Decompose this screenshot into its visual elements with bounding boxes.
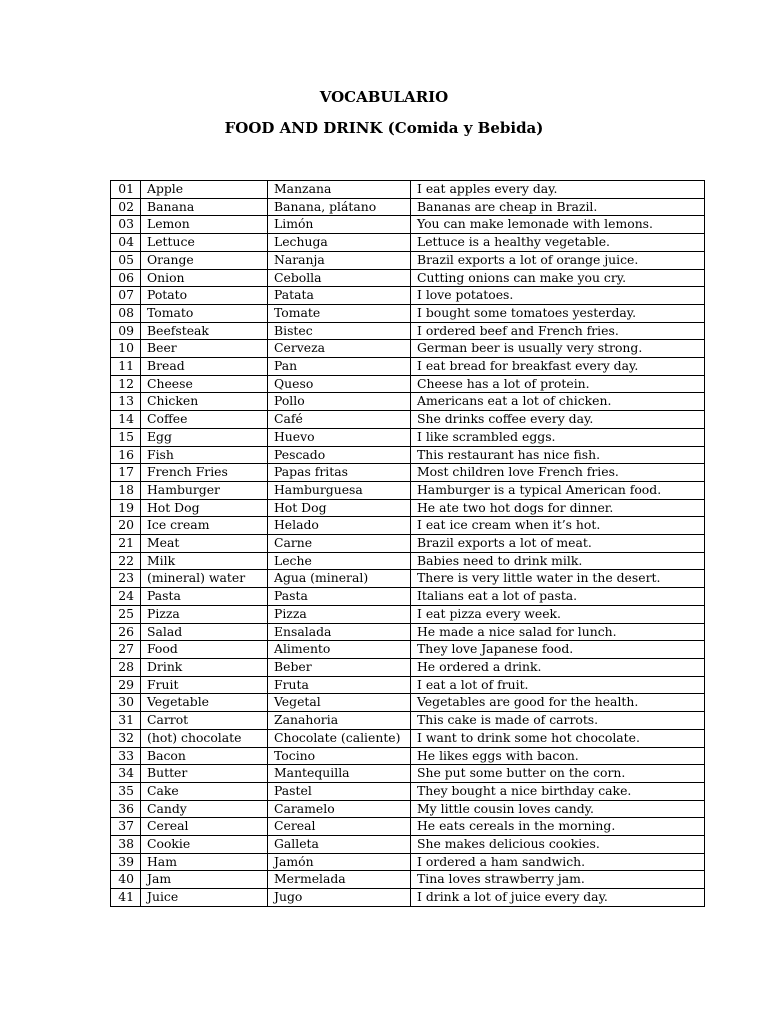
spanish-word: Cerveza — [268, 340, 411, 358]
english-word: Banana — [141, 198, 268, 216]
vocabulary-table-body — [111, 181, 705, 907]
table-row — [111, 712, 705, 730]
table-row — [111, 234, 705, 252]
spanish-word: Carne — [268, 535, 411, 553]
table-row — [111, 393, 705, 411]
spanish-word: Hot Dog — [268, 499, 411, 517]
table-row — [111, 481, 705, 499]
table-row — [111, 304, 705, 322]
example-sentence: I like scrambled eggs. — [411, 428, 705, 446]
row-number: 40 — [111, 871, 141, 889]
row-number: 06 — [111, 269, 141, 287]
example-sentence: I ordered a ham sandwich. — [411, 853, 705, 871]
english-word: Cake — [141, 782, 268, 800]
spanish-word: Huevo — [268, 428, 411, 446]
table-row — [111, 800, 705, 818]
spanish-word: Lechuga — [268, 234, 411, 252]
example-sentence: I ordered beef and French fries. — [411, 322, 705, 340]
row-number: 14 — [111, 411, 141, 429]
example-sentence: She drinks coffee every day. — [411, 411, 705, 429]
english-word: Potato — [141, 287, 268, 305]
row-number: 38 — [111, 836, 141, 854]
row-number: 04 — [111, 234, 141, 252]
row-number: 31 — [111, 712, 141, 730]
example-sentence: This restaurant has nice fish. — [411, 446, 705, 464]
english-word: Pasta — [141, 588, 268, 606]
row-number: 21 — [111, 535, 141, 553]
spanish-word: Mermelada — [268, 871, 411, 889]
row-number: 09 — [111, 322, 141, 340]
row-number: 34 — [111, 765, 141, 783]
english-word: Juice — [141, 889, 268, 907]
table-row — [111, 269, 705, 287]
table-row — [111, 694, 705, 712]
example-sentence: There is very little water in the desert. — [411, 570, 705, 588]
table-row — [111, 889, 705, 907]
table-row — [111, 588, 705, 606]
row-number: 30 — [111, 694, 141, 712]
spanish-word: Vegetal — [268, 694, 411, 712]
row-number: 41 — [111, 889, 141, 907]
row-number: 11 — [111, 358, 141, 376]
example-sentence: Babies need to drink milk. — [411, 552, 705, 570]
spanish-word: Cebolla — [268, 269, 411, 287]
english-word: Hamburger — [141, 481, 268, 499]
example-sentence: I bought some tomatoes yesterday. — [411, 304, 705, 322]
example-sentence: I eat bread for breakfast every day. — [411, 358, 705, 376]
example-sentence: He likes eggs with bacon. — [411, 747, 705, 765]
example-sentence: Hamburger is a typical American food. — [411, 481, 705, 499]
example-sentence: Brazil exports a lot of meat. — [411, 535, 705, 553]
english-word: Carrot — [141, 712, 268, 730]
example-sentence: He made a nice salad for lunch. — [411, 623, 705, 641]
row-number: 08 — [111, 304, 141, 322]
spanish-word: Banana, plátano — [268, 198, 411, 216]
spanish-word: Tocino — [268, 747, 411, 765]
example-sentence: German beer is usually very strong. — [411, 340, 705, 358]
row-number: 24 — [111, 588, 141, 606]
spanish-word: Pastel — [268, 782, 411, 800]
row-number: 07 — [111, 287, 141, 305]
vocabulary-table — [110, 180, 705, 907]
example-sentence: They love Japanese food. — [411, 641, 705, 659]
row-number: 28 — [111, 658, 141, 676]
document-title: VOCABULARIO — [319, 88, 449, 106]
spanish-word: Beber — [268, 658, 411, 676]
row-number: 16 — [111, 446, 141, 464]
row-number: 17 — [111, 464, 141, 482]
example-sentence: He ate two hot dogs for dinner. — [411, 499, 705, 517]
row-number: 32 — [111, 729, 141, 747]
row-number: 23 — [111, 570, 141, 588]
row-number: 05 — [111, 251, 141, 269]
row-number: 39 — [111, 853, 141, 871]
example-sentence: Americans eat a lot of chicken. — [411, 393, 705, 411]
spanish-word: Hamburguesa — [268, 481, 411, 499]
example-sentence: I eat pizza every week. — [411, 605, 705, 623]
row-number: 03 — [111, 216, 141, 234]
example-sentence: Most children love French fries. — [411, 464, 705, 482]
spanish-word: Queso — [268, 375, 411, 393]
row-number: 01 — [111, 181, 141, 199]
table-row — [111, 676, 705, 694]
table-row — [111, 658, 705, 676]
spanish-word: Limón — [268, 216, 411, 234]
row-number: 15 — [111, 428, 141, 446]
table-row — [111, 181, 705, 199]
table-row — [111, 375, 705, 393]
row-number: 02 — [111, 198, 141, 216]
spanish-word: Papas fritas — [268, 464, 411, 482]
example-sentence: Bananas are cheap in Brazil. — [411, 198, 705, 216]
english-word: Food — [141, 641, 268, 659]
row-number: 13 — [111, 393, 141, 411]
english-word: Hot Dog — [141, 499, 268, 517]
table-row — [111, 499, 705, 517]
spanish-word: Naranja — [268, 251, 411, 269]
english-word: Candy — [141, 800, 268, 818]
english-word: (hot) chocolate — [141, 729, 268, 747]
table-row — [111, 765, 705, 783]
example-sentence: They bought a nice birthday cake. — [411, 782, 705, 800]
english-word: Lettuce — [141, 234, 268, 252]
table-row — [111, 853, 705, 871]
row-number: 27 — [111, 641, 141, 659]
row-number: 10 — [111, 340, 141, 358]
spanish-word: Galleta — [268, 836, 411, 854]
table-row — [111, 782, 705, 800]
english-word: Meat — [141, 535, 268, 553]
example-sentence: Tina loves strawberry jam. — [411, 871, 705, 889]
row-number: 19 — [111, 499, 141, 517]
spanish-word: Fruta — [268, 676, 411, 694]
table-row — [111, 411, 705, 429]
example-sentence: I want to drink some hot chocolate. — [411, 729, 705, 747]
example-sentence: I eat ice cream when it’s hot. — [411, 517, 705, 535]
spanish-word: Pollo — [268, 393, 411, 411]
table-row — [111, 287, 705, 305]
english-word: Ice cream — [141, 517, 268, 535]
english-word: Egg — [141, 428, 268, 446]
row-number: 37 — [111, 818, 141, 836]
spanish-word: Bistec — [268, 322, 411, 340]
spanish-word: Zanahoria — [268, 712, 411, 730]
row-number: 25 — [111, 605, 141, 623]
english-word: Cheese — [141, 375, 268, 393]
example-sentence: Cutting onions can make you cry. — [411, 269, 705, 287]
document-subtitle: FOOD AND DRINK (Comida y Bebida) — [224, 119, 544, 137]
table-row — [111, 428, 705, 446]
table-row — [111, 729, 705, 747]
table-row — [111, 570, 705, 588]
table-row — [111, 605, 705, 623]
example-sentence: I eat a lot of fruit. — [411, 676, 705, 694]
english-word: Fruit — [141, 676, 268, 694]
english-word: Jam — [141, 871, 268, 889]
row-number: 26 — [111, 623, 141, 641]
english-word: Apple — [141, 181, 268, 199]
table-row — [111, 340, 705, 358]
table-row — [111, 552, 705, 570]
example-sentence: My little cousin loves candy. — [411, 800, 705, 818]
english-word: Cookie — [141, 836, 268, 854]
row-number: 35 — [111, 782, 141, 800]
table-row — [111, 517, 705, 535]
example-sentence: This cake is made of carrots. — [411, 712, 705, 730]
example-sentence: He eats cereals in the morning. — [411, 818, 705, 836]
english-word: Vegetable — [141, 694, 268, 712]
table-row — [111, 623, 705, 641]
english-word: Lemon — [141, 216, 268, 234]
spanish-word: Manzana — [268, 181, 411, 199]
row-number: 18 — [111, 481, 141, 499]
table-row — [111, 641, 705, 659]
english-word: Bacon — [141, 747, 268, 765]
row-number: 20 — [111, 517, 141, 535]
table-row — [111, 464, 705, 482]
example-sentence: You can make lemonade with lemons. — [411, 216, 705, 234]
english-word: Onion — [141, 269, 268, 287]
spanish-word: Jugo — [268, 889, 411, 907]
row-number: 36 — [111, 800, 141, 818]
example-sentence: I eat apples every day. — [411, 181, 705, 199]
table-row — [111, 322, 705, 340]
english-word: Ham — [141, 853, 268, 871]
table-row — [111, 818, 705, 836]
table-row — [111, 535, 705, 553]
english-word: (mineral) water — [141, 570, 268, 588]
row-number: 29 — [111, 676, 141, 694]
row-number: 22 — [111, 552, 141, 570]
spanish-word: Pizza — [268, 605, 411, 623]
example-sentence: Brazil exports a lot of orange juice. — [411, 251, 705, 269]
example-sentence: Cheese has a lot of protein. — [411, 375, 705, 393]
spanish-word: Pan — [268, 358, 411, 376]
spanish-word: Chocolate (caliente) — [268, 729, 411, 747]
english-word: Butter — [141, 765, 268, 783]
example-sentence: Italians eat a lot of pasta. — [411, 588, 705, 606]
table-row — [111, 446, 705, 464]
table-row — [111, 358, 705, 376]
example-sentence: He ordered a drink. — [411, 658, 705, 676]
english-word: Coffee — [141, 411, 268, 429]
english-word: Orange — [141, 251, 268, 269]
english-word: Cereal — [141, 818, 268, 836]
table-row — [111, 747, 705, 765]
row-number: 12 — [111, 375, 141, 393]
english-word: French Fries — [141, 464, 268, 482]
table-row — [111, 216, 705, 234]
english-word: Milk — [141, 552, 268, 570]
spanish-word: Jamón — [268, 853, 411, 871]
row-number: 33 — [111, 747, 141, 765]
english-word: Salad — [141, 623, 268, 641]
spanish-word: Pescado — [268, 446, 411, 464]
table-row — [111, 836, 705, 854]
spanish-word: Caramelo — [268, 800, 411, 818]
spanish-word: Pasta — [268, 588, 411, 606]
english-word: Chicken — [141, 393, 268, 411]
spanish-word: Helado — [268, 517, 411, 535]
english-word: Pizza — [141, 605, 268, 623]
spanish-word: Cereal — [268, 818, 411, 836]
english-word: Beefsteak — [141, 322, 268, 340]
english-word: Fish — [141, 446, 268, 464]
spanish-word: Mantequilla — [268, 765, 411, 783]
example-sentence: She makes delicious cookies. — [411, 836, 705, 854]
example-sentence: I love potatoes. — [411, 287, 705, 305]
example-sentence: Lettuce is a healthy vegetable. — [411, 234, 705, 252]
example-sentence: She put some butter on the corn. — [411, 765, 705, 783]
spanish-word: Leche — [268, 552, 411, 570]
spanish-word: Alimento — [268, 641, 411, 659]
table-row — [111, 198, 705, 216]
table-row — [111, 251, 705, 269]
spanish-word: Tomate — [268, 304, 411, 322]
spanish-word: Agua (mineral) — [268, 570, 411, 588]
example-sentence: I drink a lot of juice every day. — [411, 889, 705, 907]
english-word: Tomato — [141, 304, 268, 322]
spanish-word: Café — [268, 411, 411, 429]
spanish-word: Patata — [268, 287, 411, 305]
example-sentence: Vegetables are good for the health. — [411, 694, 705, 712]
english-word: Beer — [141, 340, 268, 358]
english-word: Drink — [141, 658, 268, 676]
english-word: Bread — [141, 358, 268, 376]
spanish-word: Ensalada — [268, 623, 411, 641]
table-row — [111, 871, 705, 889]
